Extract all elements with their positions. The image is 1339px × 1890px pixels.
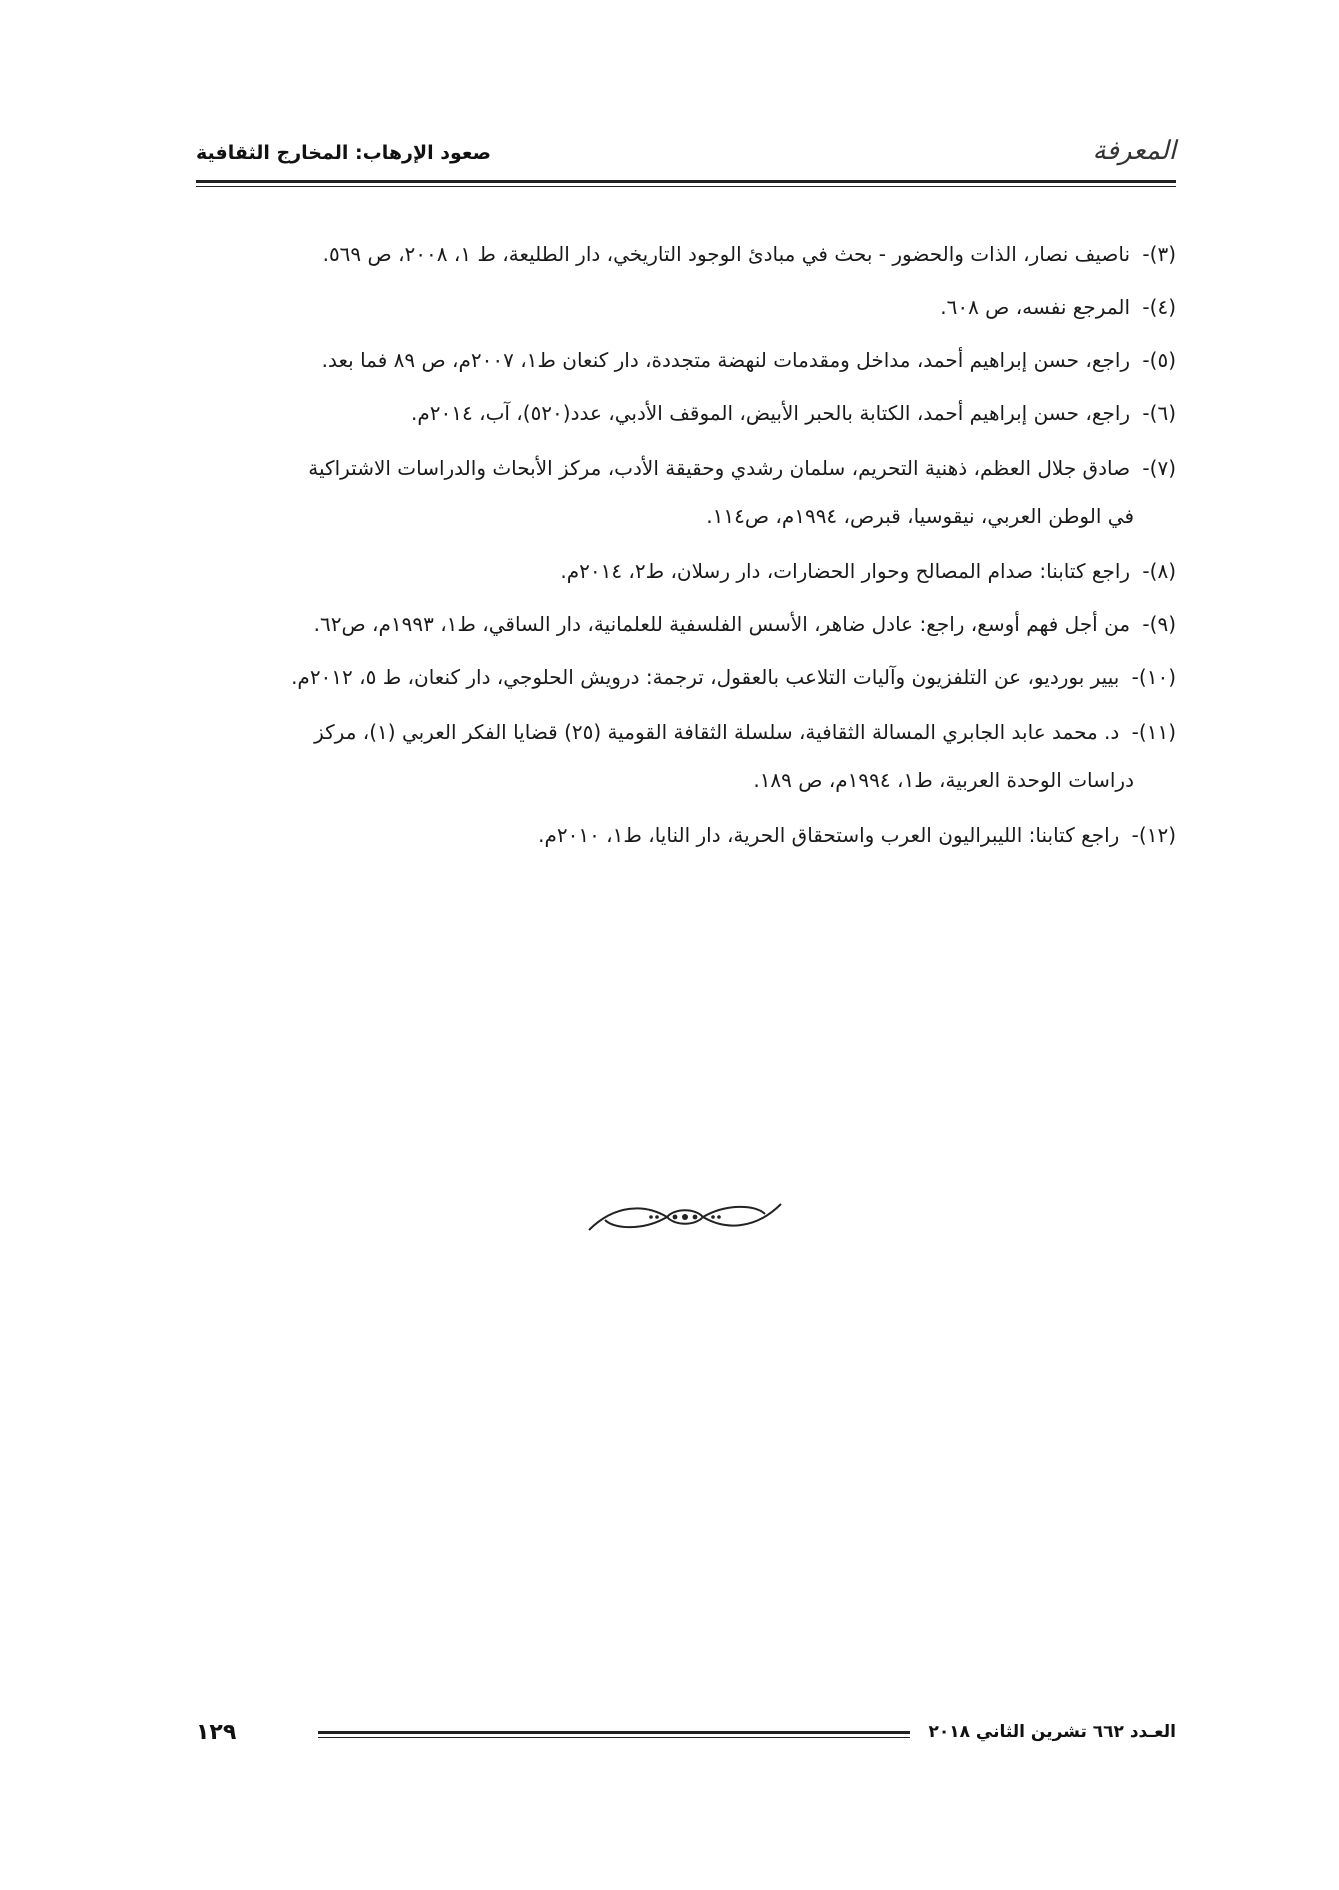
footnote-text: ناصيف نصار، الذات والحضور - بحث في مبادئ الوجود التاريخي، دار الطليعة، ط ١، ٢٠٠٨، ص ٥٦٩. <box>322 242 1131 266</box>
footnote-text: د. محمد عابد الجابري المسالة الثقافية، سلسلة الثقافة القومية (٢٥) قضايا الفكر العربي (١)، مركز <box>314 720 1120 744</box>
footnote-12 <box>196 813 1176 857</box>
footnote-number: (٨)- <box>1142 559 1176 583</box>
footnote-text-continuation: في الوطن العربي، نيقوسيا، قبرص، ١٩٩٤م، ص١١٤. <box>706 504 1134 528</box>
page-header <box>196 136 1176 176</box>
footnote-4 <box>196 285 1176 329</box>
footnote-text: راجع، حسن إبراهيم أحمد، مداخل ومقدمات لنهضة متجددة، دار كنعان ط١، ٢٠٠٧م، ص ٨٩ فما بعد. <box>321 348 1131 372</box>
footnote-number: (٥)- <box>1142 348 1176 372</box>
footnote-9 <box>196 602 1176 646</box>
issue-label: العـدد ٦٦٢ تشرين الثاني ٢٠١٨ <box>928 1722 1176 1742</box>
footnote-11 <box>196 708 1176 804</box>
footnote-text: بيير بورديو، عن التلفزيون وآليات التلاعب بالعقول، ترجمة: درويش الحلوجي، دار كنعان، ط ٥، ٢٠١٢م. <box>291 665 1120 689</box>
footnote-5 <box>196 338 1176 382</box>
footnote-10 <box>196 655 1176 699</box>
footer-rule-thick <box>318 1731 910 1734</box>
ornament-divider-icon <box>585 1190 785 1244</box>
footnote-3 <box>196 232 1176 276</box>
magazine-logo: المعرفة <box>1092 136 1176 166</box>
footnote-text: راجع، حسن إبراهيم أحمد، الكتابة بالحبر الأبيض، الموقف الأدبي، عدد(٥٢٠)، آب، ٢٠١٤م. <box>411 401 1131 425</box>
page-footer <box>196 1716 1176 1756</box>
footer-rule-thin <box>318 1737 910 1738</box>
page-number: ١٢٩ <box>196 1720 237 1745</box>
header-rule-thin <box>196 186 1176 187</box>
footnote-text: من أجل فهم أوسع، راجع: عادل ضاهر، الأسس الفلسفية للعلمانية، دار الساقي، ط١، ١٩٩٣م، ص٦٢. <box>313 612 1131 636</box>
footnote-number: (١١)- <box>1131 720 1176 744</box>
footnote-number: (٤)- <box>1142 295 1176 319</box>
footnote-text: صادق جلال العظم، ذهنية التحريم، سلمان رشدي وحقيقة الأدب، مركز الأبحاث والدراسات الاشتراكية <box>308 456 1131 480</box>
footnote-number: (٣)- <box>1142 242 1176 266</box>
footnote-text: راجع كتابنا: الليبراليون العرب واستحقاق الحرية، دار النايا، ط١، ٢٠١٠م. <box>538 823 1120 847</box>
article-title: صعود الإرهاب: المخارج الثقافية <box>196 142 491 164</box>
footnote-8 <box>196 549 1176 593</box>
footnote-text-continuation: دراسات الوحدة العربية، ط١، ١٩٩٤م، ص ١٨٩. <box>753 768 1134 792</box>
footnote-6 <box>196 391 1176 435</box>
footnote-text: المرجع نفسه، ص ٦٠٨. <box>940 295 1131 319</box>
footnote-number: (٩)- <box>1142 612 1176 636</box>
footnote-text: راجع كتابنا: صدام المصالح وحوار الحضارات، دار رسلان، ط٢، ٢٠١٤م. <box>560 559 1131 583</box>
header-rule-thick <box>196 180 1176 183</box>
footnote-number: (٧)- <box>1142 456 1176 480</box>
footnote-number: (١٢)- <box>1131 823 1176 847</box>
footnote-number: (٦)- <box>1142 401 1176 425</box>
footnote-7 <box>196 444 1176 540</box>
footnote-number: (١٠)- <box>1131 665 1176 689</box>
footnotes-list <box>196 232 1176 866</box>
